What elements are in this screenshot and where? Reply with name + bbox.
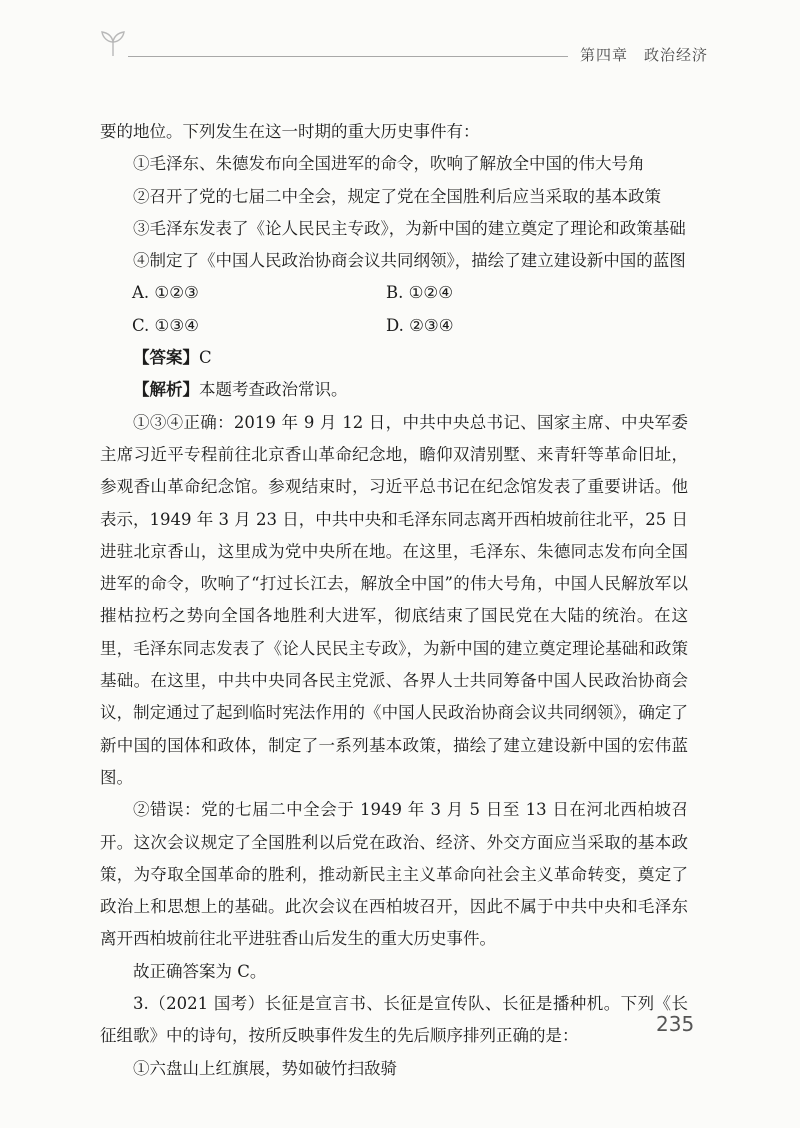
next-question-stem: 3.（2021 国考）长征是宣言书、长征是宣传队、长征是播种机。下列《长征组歌》中的诗句，按所反映事件发生的先后顺序排列正确的是：	[100, 994, 688, 1046]
answer-label: 【答案】	[133, 348, 199, 368]
analysis-line	[100, 374, 688, 406]
answer-value: C	[199, 348, 212, 368]
page-body	[100, 116, 688, 1085]
question-item-1: ①毛泽东、朱德发布向全国进军的命令，吹响了解放全中国的伟大号角	[133, 154, 645, 174]
chapter-title: 第四章 政治经济	[580, 46, 709, 64]
option-d: D. ②③④	[386, 315, 454, 335]
page-header	[0, 0, 800, 70]
option-a: A. ①②③	[132, 283, 199, 303]
leaf-icon	[98, 30, 128, 58]
analysis-paragraph-1: ①③④正确：2019 年 9 月 12 日，中共中央总书记、国家主席、中央军委主席习近平专程前往北京香山革命纪念地，瞻仰双清别墅、来青轩等革命旧址，参观香山革命纪念馆。参观结束时，习近平总书记在纪念馆发表了重要讲话。他表示，1949 年 3 月 23 日，中共中央和毛泽东同志离开西柏坡前往北平，25 日进驻北京香山，这里成为党中央所在地。在这里，毛泽东、朱德同志发布向全国进军的命令，吹响了“打过长江去，解放全中国”的伟大号角，中国人民解放军以摧枯拉朽之势向全国各地胜利大进军，彻底结束了国民党在大陆的统治。在这里，毛泽东同志发表了《论人民民主专政》，为新中国的建立奠定理论基础和政策基础。在这里，中共中央同各民主党派、各界人士共同筹备中国人民政治协商会议，制定通过了起到临时宪法作用的《中国人民政治协商会议共同纲领》，确定了新中国的国体和政体，制定了一系列基本政策，描绘了建立建设新中国的宏伟蓝图。	[100, 412, 688, 787]
options-row-2	[100, 310, 688, 342]
header-rule	[128, 56, 568, 57]
question-item-3: ③毛泽东发表了《论人民民主专政》，为新中国的建立奠定了理论和政策基础	[133, 218, 686, 238]
analysis-paragraph-2: ②错误：党的七届二中全会于 1949 年 3 月 5 日至 13 日在河北西柏坡召开。这次会议规定了全国胜利以后党在政治、经济、外交方面应当采取的基本政策，为夺取全国革命的胜利，推动新民主主义革命向社会主义革命转变，奠定了政治上和思想上的基础。此次会议在西柏坡召开，因此不属于中共中央和毛泽东离开西柏坡前往北平进驻香山后发生的重大历史事件。	[100, 800, 688, 949]
analysis-label: 【解析】	[133, 380, 199, 400]
page-number: 235	[656, 1012, 695, 1036]
options-row-1	[100, 277, 688, 309]
question-item-4: ④制定了《中国人民政治协商会议共同纲领》，描绘了建立建设新中国的蓝图	[133, 251, 686, 271]
option-c: C. ①③④	[132, 315, 199, 335]
analysis-conclusion: 故正确答案为 C。	[133, 961, 267, 981]
analysis-text: 本题考查政治常识。	[199, 380, 348, 400]
option-b: B. ①②④	[386, 283, 453, 303]
answer-line	[100, 342, 688, 374]
next-question-item-1: ①六盘山上红旗展，势如破竹扫敌骑	[133, 1058, 397, 1078]
question-intro-tail: 要的地位。下列发生在这一时期的重大历史事件有：	[100, 122, 480, 141]
question-item-2: ②召开了党的七届二中全会，规定了党在全国胜利后应当采取的基本政策	[133, 186, 661, 206]
